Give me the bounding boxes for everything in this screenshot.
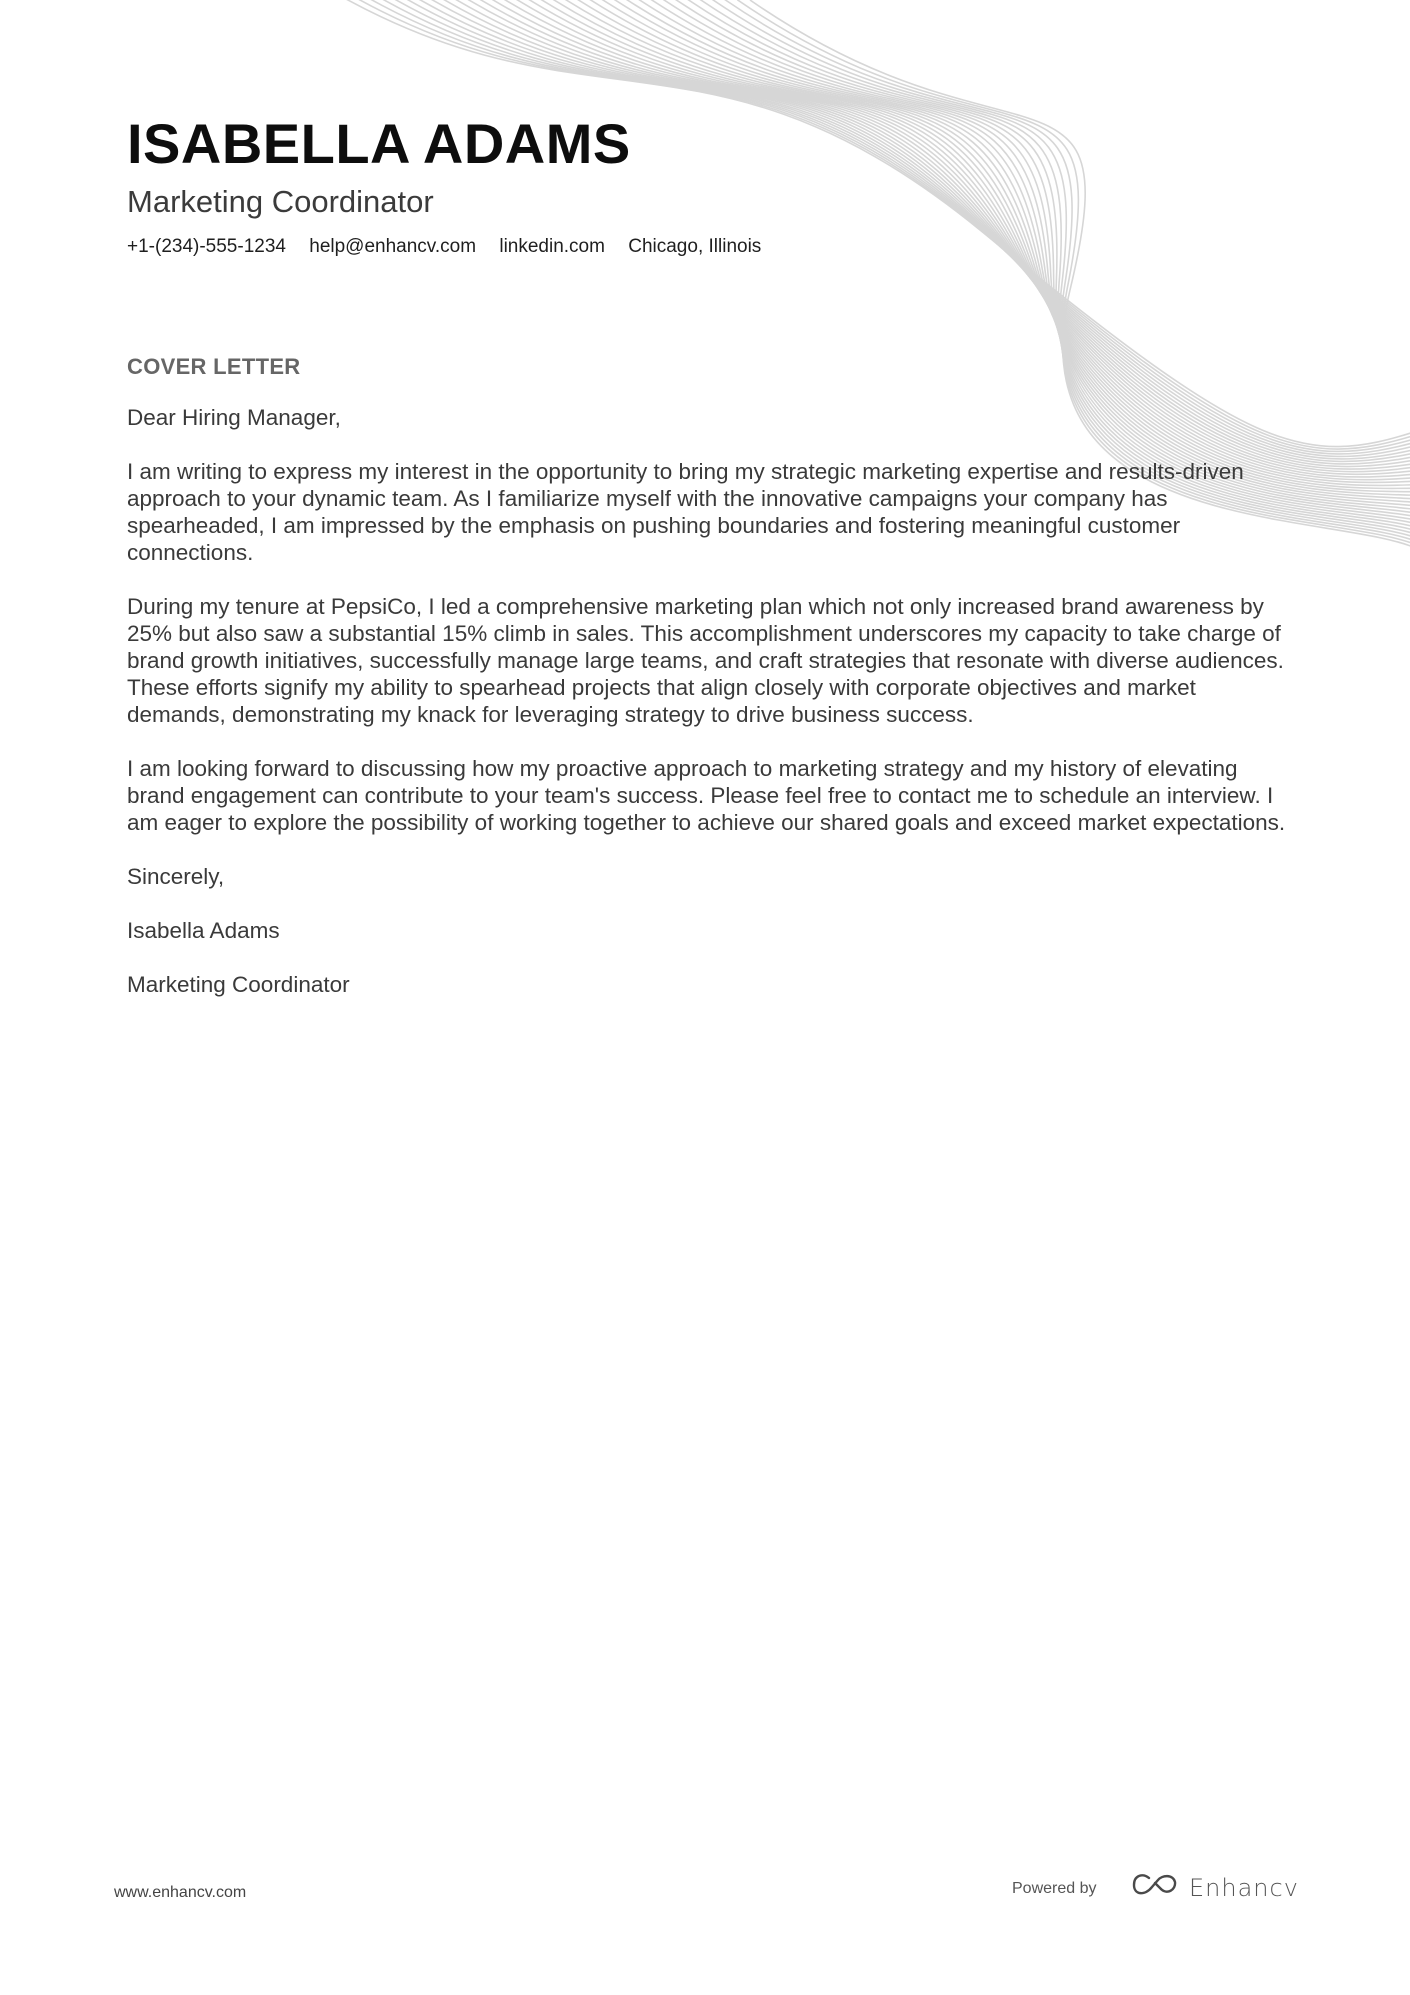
letter-closing: Sincerely, xyxy=(127,864,225,889)
email-link[interactable]: help@enhancv.com xyxy=(309,236,477,257)
letter-paragraph: During my tenure at PepsiCo, I led a comprehensive marketing plan which not only increased brand awareness by 25% but also saw a substantial 15% climb in sales. This accomplishment underscores my capacity to take charge of brand growth initiatives, successfully manage large teams, and craft strategies that resonate with diverse audiences. These efforts signify my ability to spearhead projects that align closely with corporate objectives and market demands, demonstrating my knack for leveraging strategy to drive business success. xyxy=(127,594,1284,727)
letter-paragraph: I am looking forward to discussing how my proactive approach to marketing strategy and my history of elevating brand engagement can contribute to your team's success. Please feel free to contact me to schedule an interview. I am eager to explore the possibility of working together to achieve our shared goals and exceed market expectations. xyxy=(127,756,1286,835)
linkedin-link[interactable]: linkedin.com xyxy=(499,236,605,257)
letter-body xyxy=(127,404,1287,998)
footer-website-link[interactable]: www.enhancv.com xyxy=(114,1884,247,1901)
brand-logo[interactable] xyxy=(1131,1872,1299,1903)
letter-greeting: Dear Hiring Manager, xyxy=(127,405,341,430)
phone-text: +1-(234)-555-1234 xyxy=(127,236,286,257)
brand-name: Enhancv xyxy=(1189,1873,1299,1902)
section-title: COVER LETTER xyxy=(127,354,301,379)
powered-by-text: Powered by xyxy=(1012,1880,1097,1897)
letter-paragraph: I am writing to express my interest in the opportunity to bring my strategic marketing expertise and results-driven approach to your dynamic team. As I familiarize myself with the innovative campaigns your company has spearheaded, I am impressed by the emphasis on pushing boundaries and fostering meaningful customer connections. xyxy=(127,459,1244,565)
enhancv-logo-icon xyxy=(1131,1872,1179,1903)
cover-letter-page xyxy=(127,110,1287,1025)
applicant-title: Marketing Coordinator xyxy=(127,184,434,219)
signature-name: Isabella Adams xyxy=(127,918,280,943)
location-text: Chicago, Illinois xyxy=(628,236,762,257)
contact-info xyxy=(127,234,1287,260)
signature-title: Marketing Coordinator xyxy=(127,972,350,997)
applicant-name: ISABELLA ADAMS xyxy=(127,112,631,175)
